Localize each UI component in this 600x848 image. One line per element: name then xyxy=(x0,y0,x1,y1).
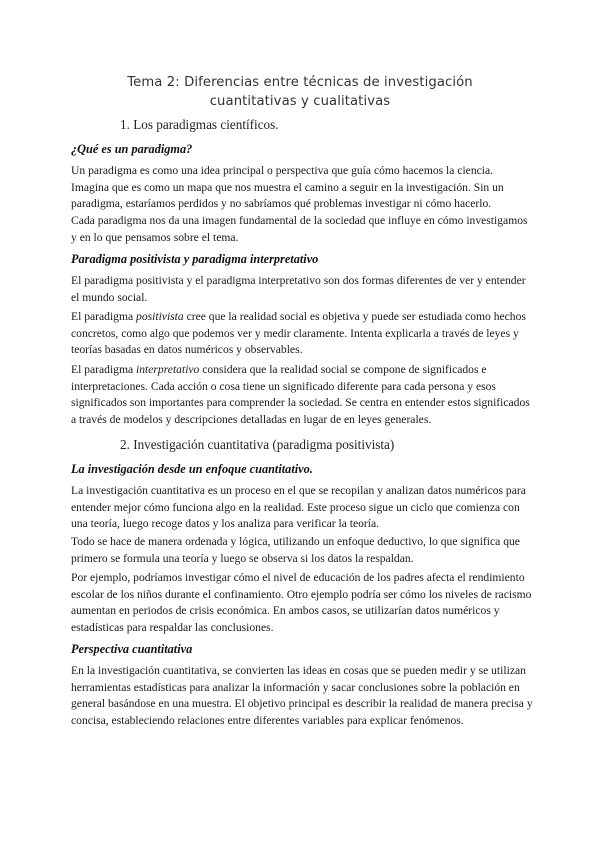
section-2-heading: 2. Investigación cuantitativa (paradigma positivista) xyxy=(120,437,395,452)
paragraph-paradigm-definition: Un paradigma es como una idea principal o perspectiva que guía cómo hacemos la ciencia. Imagina que es como un mapa que nos muestra el camino a seguir en la investigación. Sin un paradigma, estaríamos perdidos y no sabríamos qué problemas investigar ni cómo hacerlo. xyxy=(71,164,504,211)
paradigms-subheading: Paradigma positivista y paradigma interpretativo xyxy=(71,252,319,266)
document-title-line-2: cuantitativas y cualitativas xyxy=(209,94,391,109)
positivista-emphasis: positivista xyxy=(136,310,184,323)
quantitative-approach-subheading: La investigación desde un enfoque cuantitativo. xyxy=(71,462,313,476)
section-1-heading: 1. Los paradigmas científicos. xyxy=(120,117,279,132)
interpretativo-emphasis: interpretativo xyxy=(136,363,200,376)
paragraph-two-paradigms: El paradigma positivista y el paradigma interpretativo son dos formas diferentes de ver y entender el mundo social. xyxy=(71,274,526,304)
paragraph-quantitative-perspective: En la investigación cuantitativa, se convierten las ideas en cosas que se pueden medir y se utilizan herramientas estadísticas para analizar la información y sacar conclusiones sobre la población en general basándose en una muestra. El objetivo principal es describir la realidad de manera precisa y concisa, estableciendo relaciones entre diferentes variables para explicar fenómenos. xyxy=(71,664,533,727)
paragraph-quantitative-definition: La investigación cuantitativa es un proceso en el que se recopilan y analizan datos numéricos para entender mejor cómo funciona algo en la realidad. Este proceso sigue un ciclo que comienza con una teoría, luego recoge datos y los analiza para verificar la teoría. xyxy=(71,484,526,531)
document-title-line-1: Tema 2: Diferencias entre técnicas de investigación xyxy=(127,75,473,90)
paragraph-positivist: El paradigma positivista cree que la realidad social es objetiva y puede ser estudiada como hechos concretos, como algo que podemos ver y medir claramente. Intenta explicarla a través de leyes y teorías basadas en datos numéricos y observables. xyxy=(71,310,526,357)
paragraph-deductive: Todo se hace de manera ordenada y lógica, utilizando un enfoque deductivo, lo que significa que primero se formula una teoría y luego se observa si los datos la respaldan. xyxy=(71,535,520,565)
paragraph-examples: Por ejemplo, podríamos investigar cómo el nivel de educación de los padres afecta el rendimiento escolar de los niños durante el confinamiento. Otro ejemplo podría ser cómo los niveles de racismo aumentan en periodos de crisis económica. En ambos casos, se utilizarían datos numéricos y estadísticas para respaldar las conclusiones. xyxy=(71,571,532,634)
quantitative-perspective-subheading: Perspectiva cuantitativa xyxy=(71,642,193,656)
paragraph-interpretive: El paradigma interpretativo considera que la realidad social se compone de significados e interpretaciones. Cada acción o cosa tiene un significado diferente para cada persona y esos significados son importantes para comprender la sociedad. Se centra en entender estos significados a través de modelos y descripciones detalladas en lugar de en leyes generales. xyxy=(71,363,530,426)
paragraph-paradigm-image: Cada paradigma nos da una imagen fundamental de la sociedad que influye en cómo investigamos y en lo que pensamos sobre el tema. xyxy=(71,214,528,244)
question-heading: ¿Qué es un paradigma? xyxy=(71,142,193,156)
